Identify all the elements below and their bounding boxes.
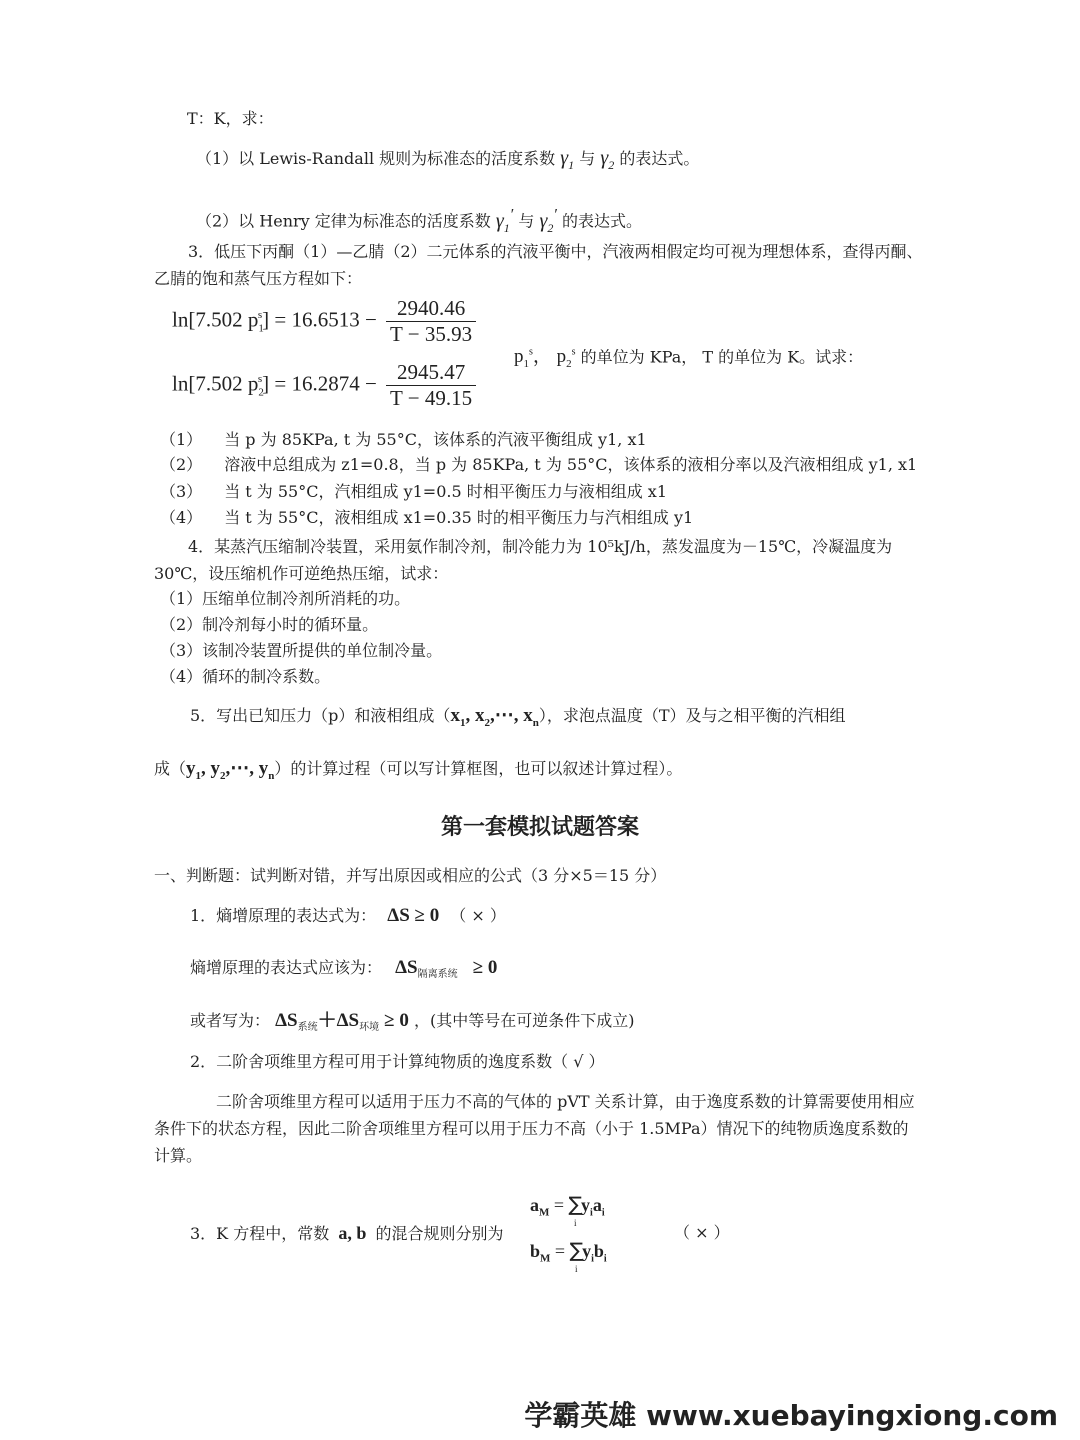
given-line: T：K，求： (187, 109, 274, 128)
mixing-rule-b: $b_M = \sum_i$ $y_ib_i$ (530, 1238, 607, 1274)
equation-1: ln[7.502 $p_1^s] = 16.6513$ − $\frac{2940.46}{T - 35.93}$ (172, 296, 476, 347)
gamma-1-prime: $\gamma_1'$ (495, 206, 514, 235)
section-heading: 一、判断题：试判断对错，并写出原因或相应的公式（3 分×5＝15 分） (154, 866, 667, 885)
list-item: （3） 当 t 为 55°C，汽相组成 y1=0.5 时相平衡压力与液相组成 x1 (160, 482, 668, 501)
gamma-2: $\gamma_2$ (600, 147, 615, 172)
question-2-line: （2）以 Henry 定律为标准态的活度系数 $\gamma_1'$ 与 $\gamma_2'$ 的表达式。 (196, 206, 642, 235)
list-item: （3）该制冷装置所提供的单位制冷量。 (160, 641, 443, 660)
answer-2-explanation: 二阶舍项维里方程可以适用于压力不高的气体的 pVT 关系计算，由于逸度系数的计算需要使用相应条件下的状态方程，因此二阶舍项维里方程可以用于压力不高（小于 1.5MPa）情况下的纯物质逸度系数的计算。 (154, 1092, 915, 1165)
equation-2: ln[7.502 $p_2^s] = 16.2874$ − $\frac{2945.47}{T - 49.15}$ (172, 360, 476, 411)
answer-1-fix: 熵增原理的表达式应该为： $\Delta S_{隔离系统} \ge 0$ (190, 957, 498, 981)
answer-3-mark: （ × ） (674, 1223, 730, 1242)
answer-3: 3．K 方程中，常数 a, b 的混合规则分别为 (190, 1223, 504, 1243)
answer-1-alt: 或者写为： $\Delta S_{系统}+\Delta S_{环境} \ge 0$ ，(其中等号在可逆条件下成立) (190, 1010, 635, 1034)
gamma-1: $\gamma_1$ (560, 147, 575, 172)
answer-title: 第一套模拟试题答案 (440, 814, 639, 840)
question-1-line: （1）以 Lewis-Randall 规则为标准态的活度系数 $\gamma_1$ 与 $\gamma_2$ 的表达式。 (196, 147, 700, 172)
problem-5-line-2: 成（$y_1$, $y_2,\cdots$, $y_n$）的计算过程（可以写计算框图，也可以叙述计算过程）。 (154, 758, 683, 782)
problem-5-line-1: 5．写出已知压力（p）和液相组成（$x_1$, $x_2,\cdots$, $x_n$），求泡点温度（T）及与之相平衡的汽相组 (190, 705, 846, 729)
list-item: （2）制冷剂每小时的循环量。 (160, 615, 379, 634)
list-item: （1） 当 p 为 85KPa, t 为 55°C，该体系的汽液平衡组成 y1, x1 (160, 430, 647, 449)
list-item: （4） 当 t 为 55°C，液相组成 x1=0.35 时的相平衡压力与汽相组成 y1 (160, 508, 694, 527)
problem-3-text: 3．低压下丙酮（1）—乙腈（2）二元体系的汽液平衡中，汽液两相假定均可视为理想体系，查得丙酮、乙腈的饱和蒸气压方程如下： (154, 242, 923, 288)
unit-note: $p_1^s$， $p_2^s$ 的单位为 KPa， T 的单位为 K。试求： (514, 346, 864, 371)
mixing-rule-a: $a_M = \sum_i$ $y_ia_i$ (530, 1192, 605, 1228)
answer-1: 1．熵增原理的表达式为： ΔS ≥ 0 （ × ） (190, 905, 506, 926)
gamma-2-prime: $\gamma_2'$ (539, 206, 557, 235)
list-item: （4）循环的制冷系数。 (160, 667, 331, 686)
answer-2: 2．二阶舍项维里方程可用于计算纯物质的逸度系数（ √ ） (190, 1052, 605, 1071)
problem-4-text: 4．某蒸汽压缩制冷装置，采用氨作制冷剂，制冷能力为 10⁵kJ/h，蒸发温度为－15℃，冷凝温度为 30℃，设压缩机作可逆绝热压缩，试求： (154, 537, 893, 583)
footer-watermark: 学霸英雄 www.xuebayingxiong.com (524, 1399, 1058, 1432)
list-item: （2） 溶液中总组成为 z1=0.8，当 p 为 85KPa, t 为 55°C，该体系的液相分率以及汽液相组成 y1, x1 (160, 455, 918, 474)
list-item: （1）压缩单位制冷剂所消耗的功。 (160, 589, 411, 608)
